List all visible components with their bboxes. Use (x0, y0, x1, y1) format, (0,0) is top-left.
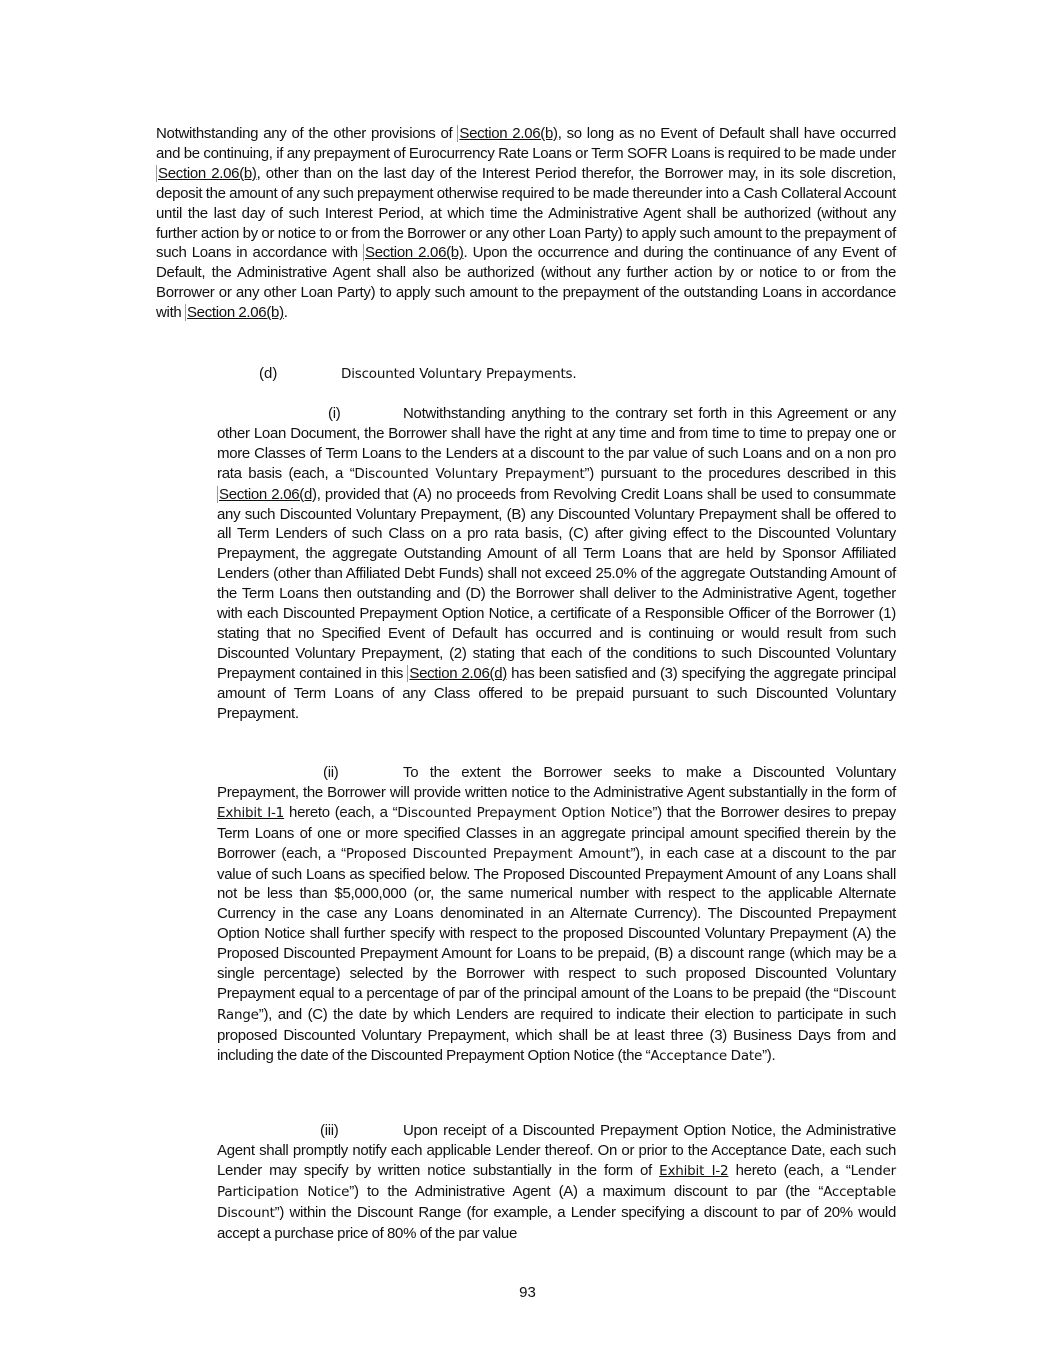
defined-term: Proposed Discounted Prepayment Amount (345, 845, 631, 862)
section-reference-link[interactable]: Section 2.06(b) (158, 164, 257, 182)
defined-term: Discount Range (217, 985, 896, 1023)
defined-term: Acceptable Discount (217, 1183, 896, 1221)
defined-term: Discounted Voluntary Prepayment (354, 465, 585, 482)
text-run: ”) pursuant to the procedures described in this (584, 464, 896, 482)
exhibit-reference-link[interactable]: Exhibit I-1 (217, 804, 285, 821)
text-run: provided that (A) no proceeds from Revolving Credit Loans shall be used to consummate any such Discounted Voluntary Prepayment, (B) any Discounted Voluntary Prepayment shall be offered to all Term Lenders of such Class on a pro rata basis, (C) after giving effect to the Discounted Voluntary Prepayment, the aggregate Outstanding Amount of all Term Loans that are held by Sponsor Affiliated Lenders (other than Affiliated Debt Funds) shall not exceed 25.0% of the aggregate Outstanding Amount of the Term Loans then outstanding and (D) the Borrower shall deliver to the Administrative Agent, together with each Discounted Prepayment Option Notice, a certificate of a Responsible Officer of the Borrower (1) stating that no Specified Event of Default has occurred and is continuing or would result from such Discounted Voluntary Prepayment, (2) stating that each of the conditions to such Discounted Voluntary Prepayment contained in this (217, 485, 896, 682)
text-run: ”). (762, 1046, 776, 1064)
text-run: To the extent the Borrower seeks to make a Discounted Voluntary Prepayment, the Borrower will provide written notice to the Administrative Agent substantially in the form of (217, 764, 896, 801)
paragraph-item-i (217, 404, 896, 724)
defined-term: Discounted Prepayment Option Notice (397, 804, 653, 821)
section-reference-link[interactable]: Section 2.06(b) (459, 125, 558, 142)
exhibit-reference-link[interactable]: Exhibit I-2 (659, 1162, 729, 1179)
section-reference-link[interactable]: Section 2.06(b) (186, 304, 284, 322)
heading-title: Discounted Voluntary Prepayments. (341, 366, 577, 382)
text-run: has been satisfied and (3) specifying the aggregate principal amount of Term Loans of any Class offered to be prepaid pursuant to such Discounted Voluntary Prepayment. (217, 664, 896, 722)
text-run: Notwithstanding any of the other provisions of (156, 125, 458, 142)
defined-term: Lender Participation Notice (217, 1162, 896, 1200)
item-number: (iii) (320, 1122, 339, 1139)
text-run: ”), and (C) the date by which Lenders are required to indicate their election to participate in such proposed Discounted Voluntary Prepayment, which shall be at least three (3) Business Days from and including the date of the Discounted Prepayment Option Notice (the “ (217, 1005, 896, 1064)
text-run: , other than on the last day of the Interest Period therefor, the Borrower may, in its sole discretion, deposit the amount of any such prepayment otherwise required to be made thereunder into a Cash Collateral Account until the last day of such Interest Period, at which time the Administrative Agent shall be authorized (without any further action by or notice to or from the Borrower or any other Loan Party) to apply such amount to the prepayment of such Loans in accordance with (156, 164, 897, 262)
heading-number: (d) (259, 365, 278, 382)
text-run: hereto (each, a “ (728, 1161, 851, 1179)
section-reference-link[interactable]: Section 2.06(d), (219, 485, 321, 503)
text-run: , so long as no Event of Default shall have occurred and be continuing, if any prepayment of Eurocurrency Rate Loans or Term SOFR Loans is required to be made under (156, 125, 896, 162)
page-number: 93 (519, 1284, 536, 1301)
text-run: ”) that the Borrower desires to prepay Term Loans of one or more specified Classes in an aggregate principal amount specified therein by the Borrower (each, a “ (217, 803, 897, 862)
text-run: Notwithstanding anything to the contrary set forth in this Agreement or any other Loan Document, the Borrower shall have the right at any time and from time to time to prepay one or more Classes of Term Loans to the Lenders at a discount to the par value of such Loans and on a non pro rata basis (each, a “ (217, 405, 896, 482)
paragraph-item-iii (217, 1121, 896, 1243)
text-run: hereto (each, a “ (284, 803, 398, 821)
text-run: ”) to the Administrative Agent (A) a maximum discount to par (the “ (349, 1182, 824, 1200)
section-heading-d (259, 364, 576, 384)
section-reference-link[interactable]: Section 2.06(d) (409, 664, 507, 682)
text-run: ”), in each case at a discount to the par value of such Loans as specified below. The Proposed Discounted Prepayment Amount of any Loans shall not be less than $5,000,000 (or, the same numerical number with respect to the applicable Alternate Currency in the case any Loans denominated in an Alternate Currency). The Discounted Prepayment Option Notice shall further specify with respect to the proposed Discounted Voluntary Prepayment (A) the Proposed Discounted Prepayment Amount for Loans to be prepaid, (B) a discount range (which may be a single percentage) selected by the Borrower with respect to such proposed Discounted Voluntary Prepayment equal to a percentage of par of the principal amount of the Loans to be prepaid (the “ (217, 844, 896, 1002)
section-reference-link[interactable]: Section 2.06(b) (364, 244, 464, 262)
text-run: Upon receipt of a Discounted Prepayment Option Notice, the Administrative Agent shall promptly notify each applicable Lender thereof. On or prior to the Acceptance Date, each such Lender may specify by written notice substantially in the form of (217, 1122, 896, 1179)
defined-term: Acceptance Date (650, 1047, 763, 1064)
item-number: (i) (328, 405, 341, 422)
item-number: (ii) (323, 764, 339, 781)
text-run: ”) within the Discount Range (for example, a Lender specifying a discount to par of 20% would accept a purchase price of 80% of the par value (217, 1203, 896, 1242)
paragraph-prepayment-deposit (156, 124, 896, 323)
paragraph-item-ii (217, 763, 896, 1067)
text-run: . (283, 304, 288, 322)
text-run: . Upon the occurrence and during the continuance of any Event of Default, the Administrative Agent shall also be authorized (without any further action by or notice to or from the Borrower or any other Loan Party) to apply such amount to the prepayment of the outstanding Loans in accordance with (156, 244, 897, 322)
